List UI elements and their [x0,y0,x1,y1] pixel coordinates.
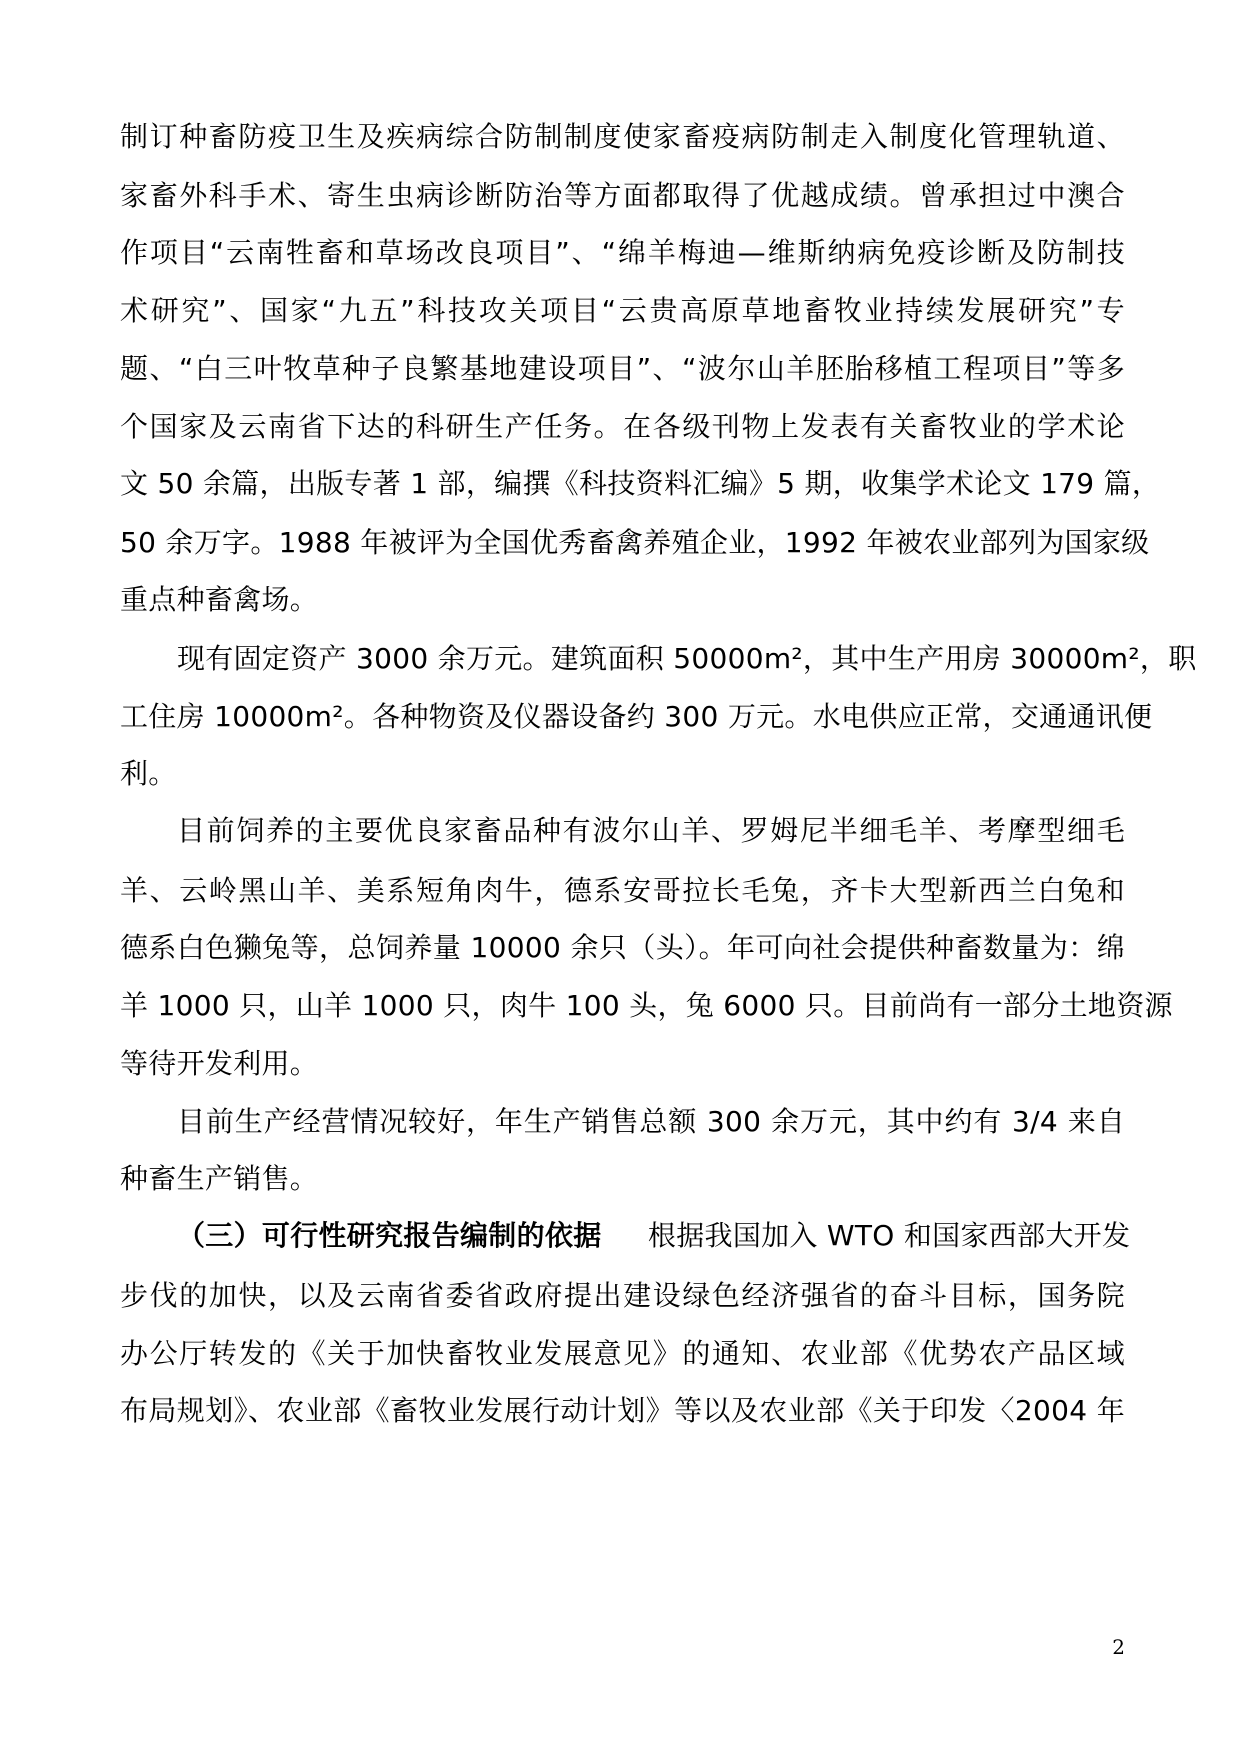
paragraph-start-line: 现有固定资产 3000 余万元。建筑面积 50000m²，其中生产用房 30000m²，职 [177,642,1197,675]
section-heading-line [177,1205,1131,1267]
body-text-line: 文 50 余篇，出版专著 1 部，编撰《科技资料汇编》5 期，收集学术论文 179 篇， [120,467,1161,500]
body-text-line: 工住房 10000m²。各种物资及仪器设备约 300 万元。水电供应正常，交通通讯便 [120,700,1153,733]
paragraph-start-line: 目前生产经营情况较好，年生产销售总额 300 余万元，其中约有 3/4 来自 [177,1105,1125,1138]
body-text-line: 步伐的加快，以及云南省委省政府提出建设绿色经济强省的奋斗目标，国务院 [120,1279,1125,1312]
body-text-line: 布局规划》、农业部《畜牧业发展行动计划》等以及农业部《关于印发〈2004 年 [120,1394,1125,1427]
body-text-line: 重点种畜禽场。 [120,583,319,616]
body-text-line: 办公厅转发的《关于加快畜牧业发展意见》的通知、农业部《优势农产品区域 [120,1337,1125,1370]
body-text-line: 羊 1000 只，山羊 1000 只，肉牛 100 头，兔 6000 只。目前尚有一部分土地资源 [120,989,1173,1022]
body-text-line: 作项目“云南牲畜和草场改良项目”、“绵羊梅迪—维斯纳病免疫诊断及防制技 [120,236,1125,269]
section-heading-continuation: 根据我国加入 WTO 和国家西部大开发 [647,1219,1131,1252]
body-text-line: 术研究”、国家“九五”科技攻关项目“云贵高原草地畜牧业持续发展研究”专 [120,294,1125,327]
page-number: 2 [1112,1635,1125,1659]
body-text-line: 羊、云岭黑山羊、美系短角肉牛，德系安哥拉长毛兔，齐卡大型新西兰白兔和 [120,874,1125,907]
body-text-line: 德系白色獭兔等，总饲养量 10000 余只（头）。年可向社会提供种畜数量为：绵 [120,931,1125,964]
body-text-line: 个国家及云南省下达的科研生产任务。在各级刊物上发表有关畜牧业的学术论 [120,410,1125,443]
body-text-line: 利。 [120,757,177,790]
paragraph-start-line: 目前饲养的主要优良家畜品种有波尔山羊、罗姆尼半细毛羊、考摩型细毛 [177,814,1125,847]
body-text-line: 种畜生产销售。 [120,1162,319,1195]
body-text-line: 等待开发利用。 [120,1047,319,1080]
section-heading: （三）可行性研究报告编制的依据 [177,1219,602,1252]
body-text-line: 50 余万字。1988 年被评为全国优秀畜禽养殖企业，1992 年被农业部列为国家级 [120,526,1150,559]
body-text-line: 家畜外科手术、寄生虫病诊断防治等方面都取得了优越成绩。曾承担过中澳合 [120,179,1125,212]
body-text-line: 题、“白三叶牧草种子良繁基地建设项目”、“波尔山羊胚胎移植工程项目”等多 [120,352,1125,385]
body-text-line: 制订种畜防疫卫生及疾病综合防制制度使家畜疫病防制走入制度化管理轨道、 [120,120,1125,153]
